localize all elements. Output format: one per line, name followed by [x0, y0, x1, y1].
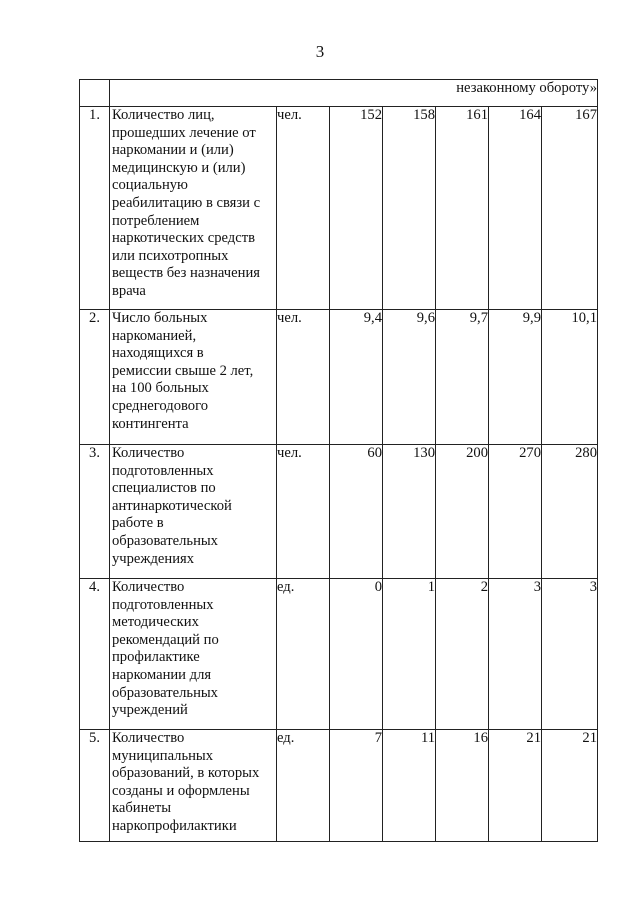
value-cell: 60 — [330, 445, 383, 579]
name-line: ремиссии свыше 2 лет, — [112, 362, 254, 379]
table-header-row — [80, 80, 598, 107]
value-cell: 10,1 — [542, 310, 598, 445]
name-line: профилактике — [112, 649, 200, 666]
unit-cell: чел. — [277, 445, 330, 579]
table-row — [80, 445, 598, 579]
value-cell: 270 — [489, 445, 542, 579]
header-continuation-text: незаконному обороту» — [110, 80, 598, 107]
name-line: среднегодового — [112, 397, 208, 414]
value-cell: 9,6 — [383, 310, 436, 445]
indicator-name — [110, 730, 277, 842]
unit-cell: ед. — [277, 730, 330, 842]
name-line: рекомендаций по — [112, 631, 219, 648]
name-line: на 100 больных — [112, 380, 209, 397]
table-row — [80, 730, 598, 842]
name-line: наркомании для — [112, 666, 212, 683]
row-number: 2. — [80, 310, 110, 445]
name-line: социальную — [112, 177, 188, 194]
name-line: медицинскую и (или) — [112, 159, 246, 176]
value-cell: 158 — [383, 107, 436, 310]
name-line: специалистов по — [112, 480, 216, 497]
value-cell: 1 — [383, 579, 436, 730]
table-row — [80, 107, 598, 310]
value-cell: 9,9 — [489, 310, 542, 445]
value-cell: 16 — [436, 730, 489, 842]
value-cell: 3 — [542, 579, 598, 730]
name-line: учреждениях — [112, 550, 195, 567]
name-line: кабинеты — [112, 800, 172, 817]
name-line: учреждений — [112, 702, 188, 719]
name-line: наркомании и (или) — [112, 142, 234, 159]
value-cell: 21 — [542, 730, 598, 842]
page-number: 3 — [315, 42, 325, 61]
value-cell: 9,4 — [330, 310, 383, 445]
table-row — [80, 579, 598, 730]
indicator-name — [110, 579, 277, 730]
indicator-table — [79, 79, 598, 842]
name-line: реабилитацию в связи с — [112, 194, 261, 211]
row-number: 3. — [80, 445, 110, 579]
value-cell: 167 — [542, 107, 598, 310]
row-number: 4. — [80, 579, 110, 730]
value-cell: 164 — [489, 107, 542, 310]
value-cell: 7 — [330, 730, 383, 842]
name-line: Количество — [112, 579, 185, 595]
name-line: образований, в которых — [112, 765, 260, 782]
name-line: наркоманией, — [112, 327, 197, 344]
name-line: методических — [112, 614, 199, 631]
indicator-name — [110, 107, 277, 310]
value-cell: 280 — [542, 445, 598, 579]
value-cell: 2 — [436, 579, 489, 730]
name-line: работе в — [112, 515, 164, 532]
name-line: образовательных — [112, 684, 218, 701]
value-cell: 11 — [383, 730, 436, 842]
value-cell: 161 — [436, 107, 489, 310]
value-cell: 0 — [330, 579, 383, 730]
value-cell: 130 — [383, 445, 436, 579]
header-num-cell — [80, 80, 110, 107]
name-line: образовательных — [112, 532, 218, 549]
name-line: подготовленных — [112, 462, 214, 479]
name-line: прошедших лечение от — [112, 124, 256, 141]
value-cell: 152 — [330, 107, 383, 310]
name-line: контингента — [112, 415, 189, 432]
name-line: веществ без назначения — [112, 265, 260, 282]
name-line: находящихся в — [112, 345, 204, 362]
value-cell: 200 — [436, 445, 489, 579]
value-cell: 9,7 — [436, 310, 489, 445]
name-line: Количество лиц, — [112, 107, 215, 123]
table-row — [80, 310, 598, 445]
name-line: антинаркотической — [112, 497, 232, 514]
value-cell: 3 — [489, 579, 542, 730]
name-line: Количество — [112, 730, 185, 746]
name-line: Число больных — [112, 310, 208, 326]
name-line: потреблением — [112, 212, 200, 229]
name-line: наркотических средств — [112, 230, 255, 247]
unit-cell: ед. — [277, 579, 330, 730]
unit-cell: чел. — [277, 310, 330, 445]
row-number: 5. — [80, 730, 110, 842]
name-line: или психотропных — [112, 247, 229, 264]
name-line: врача — [112, 282, 146, 299]
name-line: муниципальных — [112, 747, 214, 764]
row-number: 1. — [80, 107, 110, 310]
unit-cell: чел. — [277, 107, 330, 310]
name-line: наркопрофилактики — [112, 817, 237, 834]
indicator-name — [110, 310, 277, 445]
value-cell: 21 — [489, 730, 542, 842]
name-line: созданы и оформлены — [112, 782, 250, 799]
indicator-name — [110, 445, 277, 579]
name-line: подготовленных — [112, 596, 214, 613]
name-line: Количество — [112, 445, 185, 461]
